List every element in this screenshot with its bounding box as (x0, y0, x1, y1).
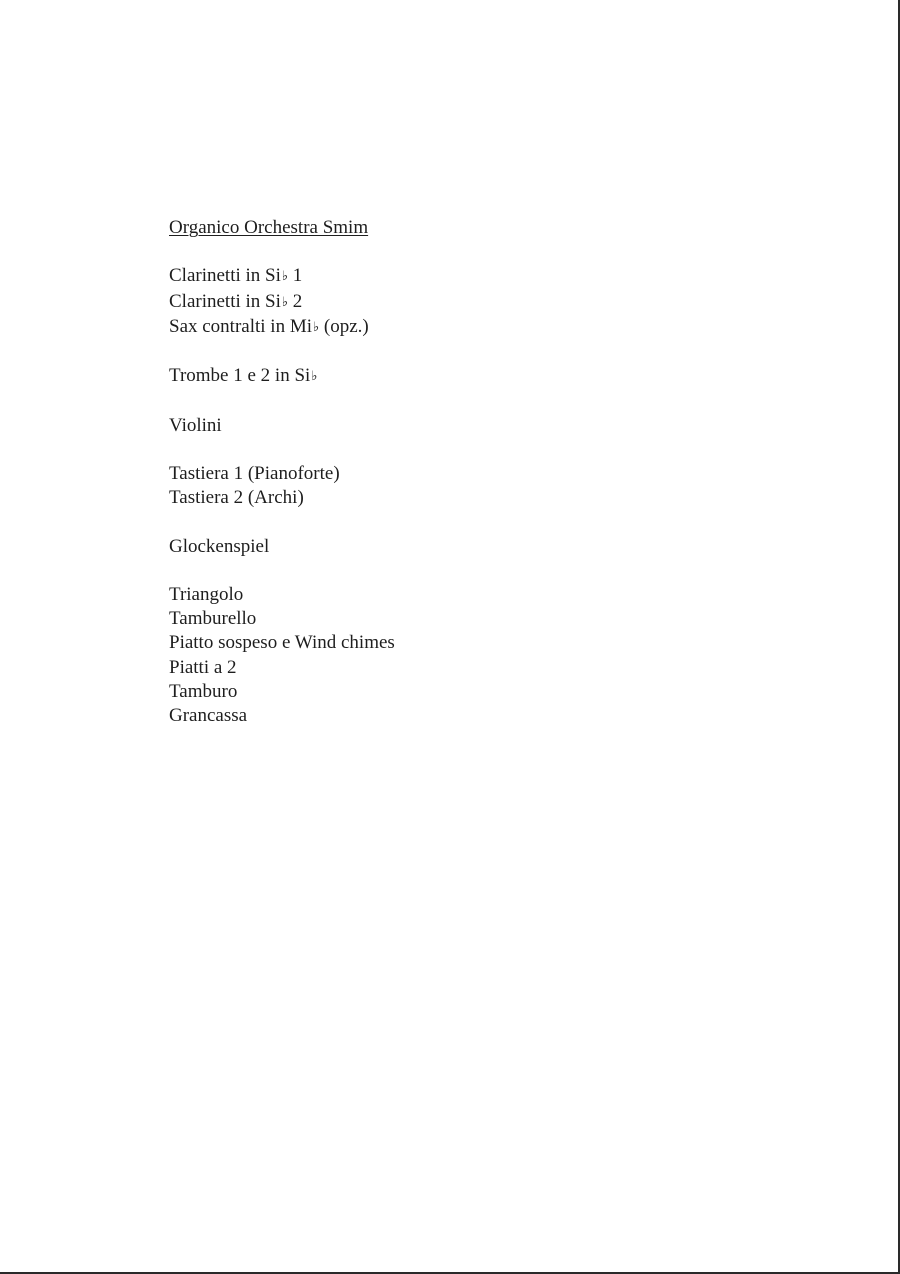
instrument-line: Tastiera 2 (Archi) (169, 487, 304, 509)
group-woodwinds (169, 264, 395, 340)
instrument-line (169, 364, 395, 389)
instrument-line: Tastiera 1 (Pianoforte) (169, 462, 340, 484)
flat-sign: ♭ (313, 318, 320, 334)
instrument-line (169, 264, 395, 289)
group-mallets (169, 535, 395, 559)
flat-sign: ♭ (281, 268, 289, 284)
flat-sign: ♭ (311, 368, 318, 384)
instrument-suffix: (opz.) (319, 315, 369, 337)
instrument-line: Piatti a 2 (169, 656, 237, 678)
instrument-name: Clarinetti in Si (169, 290, 281, 312)
instrument-line: Tamburo (169, 680, 238, 702)
instrumentation-list (169, 216, 395, 728)
instrument-suffix: 1 (288, 265, 303, 287)
instrument-name: Clarinetti in Si (169, 265, 281, 287)
instrument-line: Violini (169, 414, 222, 436)
flat-sign: ♭ (281, 293, 289, 309)
instrument-line: Piatto sospeso e Wind chimes (169, 632, 395, 654)
instrument-name: Sax contralti in Mi (169, 315, 313, 337)
instrument-line: Tamburello (169, 608, 257, 630)
group-brass (169, 364, 395, 389)
instrument-name: Trombe 1 e 2 in Si (169, 365, 311, 387)
document-title: Organico Orchestra Smim (169, 217, 369, 238)
instrument-line (169, 290, 395, 315)
group-keyboards (169, 462, 395, 510)
instrument-line: Triangolo (169, 583, 244, 605)
instrument-line: Grancassa (169, 704, 248, 726)
instrument-suffix: 2 (288, 290, 303, 312)
group-percussion (169, 583, 395, 728)
group-strings (169, 414, 395, 438)
instrument-line (169, 315, 395, 340)
instrument-line: Glockenspiel (169, 535, 270, 557)
